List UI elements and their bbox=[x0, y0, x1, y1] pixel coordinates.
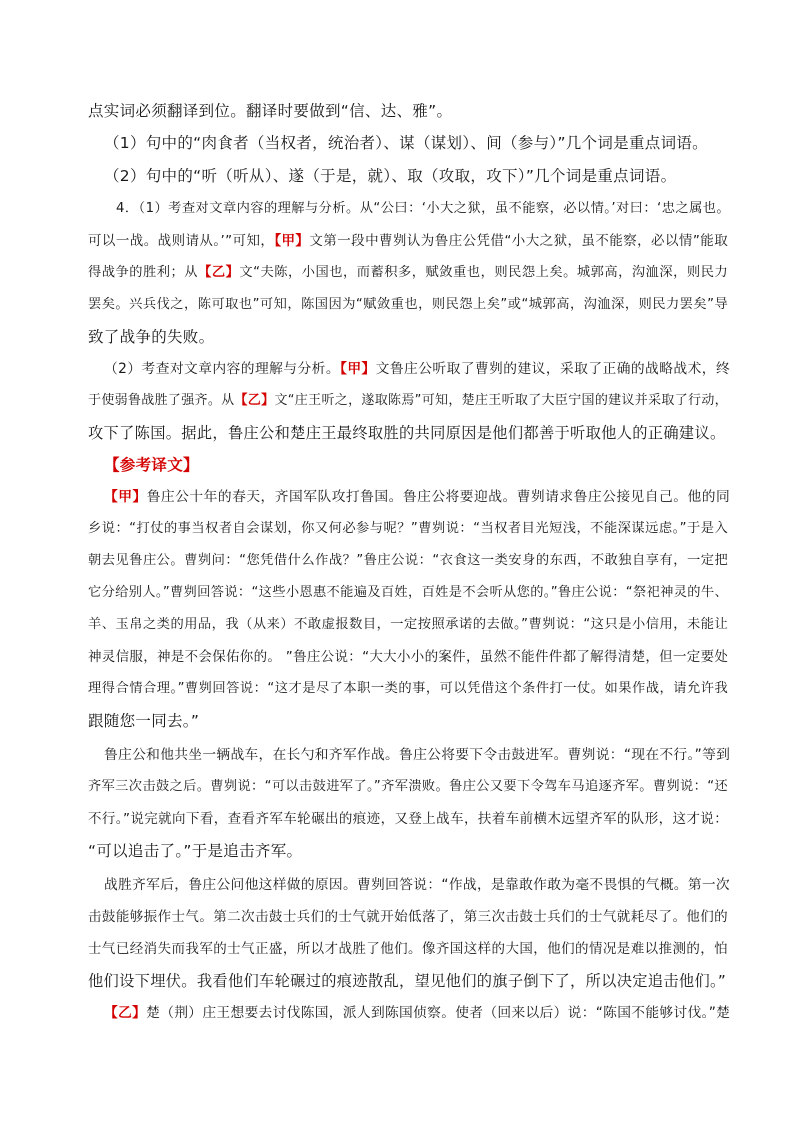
text-line: 得战争的胜利；从【乙】文“夫陈，小国也，而蓄积多，赋敛重也，则民怨上矣。城郭高，沟洫深，则民力 bbox=[88, 265, 729, 280]
text-line: 于使弱鲁战胜了强齐。从【乙】文“庄王听之，遂取陈焉”可知，楚庄王听取了大臣宁国的建议并采取了行动， bbox=[88, 393, 728, 408]
text-line: 击鼓能够振作士气。第二次击鼓士兵们的士气就开始低落了，第三次击鼓士兵们的士气就耗尽了。他们的 bbox=[88, 909, 728, 925]
source-tag-jia: 【甲】 bbox=[340, 361, 376, 377]
text-line: 朝去见鲁庄公。曹刿问：“您凭借什么作战？”鲁庄公说：“衣食这一类安身的东西，不敢独自享有，一定把 bbox=[88, 553, 728, 568]
text-line: 神灵信服，神是不会保佑你的。 ”鲁庄公说：“大大小小的案件，虽然不能件件都了解得清楚，但一定要处 bbox=[88, 649, 729, 665]
section-heading bbox=[104, 450, 728, 480]
text-line: 齐军三次击鼓之后。曹刿说：“可以击鼓进军了。”齐军溃败。鲁庄公又要下令驾车马追逐齐军。曹刿说：“还 bbox=[88, 779, 728, 794]
reference-translation-tag: 【参考译文】 bbox=[104, 456, 199, 474]
text-line: 可以一战。战则请从。’”可知，【甲】文第一段中曹刿认为鲁庄公凭借“小大之狱，虽不能察，必以情”能取 bbox=[88, 233, 728, 249]
text-line: （2）句中的“听（听从）、遂（于是，就）、取（攻取，攻下）”几个词是重点词语。 bbox=[104, 167, 677, 185]
text-line: 羊、玉帛之类的用品，我（从来）不敢虚报数目，一定按照承诺的去做。”曹刿说：“这只是小信用，未能让 bbox=[88, 617, 728, 632]
text-line: “可以追击了。”于是追击齐军。 bbox=[88, 842, 303, 860]
text-line: 鲁庄公和他共坐一辆战车，在长勺和齐军作战。鲁庄公将要下令击鼓进军。曹刿说：“现在不行。”等到 bbox=[104, 747, 731, 763]
text-line: 不行。”说完就向下看，查看齐军车轮碾出的痕迹，又登上战车，扶着车前横木远望齐军的队形，这才说： bbox=[88, 811, 728, 827]
text-line: （2）考查对文章内容的理解与分析。【甲】文鲁庄公听取了曹刿的建议，采取了正确的战略战术，终 bbox=[104, 361, 730, 377]
text-line: 它分给别人。”曹刿回答说：“这些小恩惠不能遍及百姓，百姓是不会听从您的。”鲁庄公说：“祭祀神灵的牛、 bbox=[88, 585, 728, 600]
text-line: 理得合情合理。”曹刿回答说：“这才是尽了本职一类的事，可以凭借这个条件打一仗。如果作战，请允许我 bbox=[88, 681, 728, 696]
text-line: 罢矣。兴兵伐之，陈可取也”可知，陈国因为“赋敛重也，则民怨上矣”或“城郭高，沟洫深，则民力罢矣”导 bbox=[88, 297, 728, 312]
source-tag-yi: 【乙】 bbox=[198, 265, 240, 280]
text-line: 攻下了陈国。据此，鲁庄公和楚庄王最终取胜的共同原因是他们都善于听取他人的正确建议。 bbox=[88, 424, 726, 442]
source-tag-yi: 【乙】 bbox=[104, 1005, 147, 1021]
text-line: 4．（1）考查对文章内容的理解与分析。从“公曰：‘小大之狱，虽不能察，必以情。’对曰：‘忠之属也。 bbox=[116, 201, 730, 216]
text-line: 士气已经消失而我军的士气正盛，所以才战胜了他们。像齐国这样的大国，他们的情况是难以推测的，怕 bbox=[88, 941, 728, 957]
text-line: （1）句中的“肉食者（当权者，统治者）、谋（谋划）、间（参与）”几个词是重点词语。 bbox=[104, 134, 708, 152]
text-line: 乡说：“打仗的事当权者自会谋划，你又何必参与呢？”曹刿说：“当权者目光短浅，不能深谋远虑。”于是入 bbox=[88, 521, 728, 536]
text-line: 【乙】楚（荆）庄王想要去讨伐陈国，派人到陈国侦察。使者（回来以后）说：“陈国不能够讨伐。”楚 bbox=[104, 1005, 731, 1021]
text-line: 致了战争的失败。 bbox=[88, 328, 215, 346]
text-line: 【甲】鲁庄公十年的春天，齐国军队攻打鲁国。鲁庄公将要迎战。曹刿请求鲁庄公接见自己。他的同 bbox=[104, 489, 730, 505]
text-line: 他们设下埋伏。我看他们车轮碾过的痕迹散乱，望见他们的旗子倒下了，所以决定追击他们。” bbox=[88, 972, 727, 990]
text-line: 点实词必须翻译到位。翻译时要做到“信、达、雅”。 bbox=[88, 102, 453, 120]
source-tag-yi: 【乙】 bbox=[234, 393, 275, 408]
source-tag-jia: 【甲】 bbox=[104, 489, 147, 505]
text-line: 战胜齐军后，鲁庄公问他这样做的原因。曹刿回答说：“作战，是靠敢作敢为毫不畏惧的气概。第一次 bbox=[104, 877, 730, 893]
source-tag-jia: 【甲】 bbox=[274, 233, 310, 249]
text-line: 跟随您一同去。” bbox=[88, 712, 200, 730]
